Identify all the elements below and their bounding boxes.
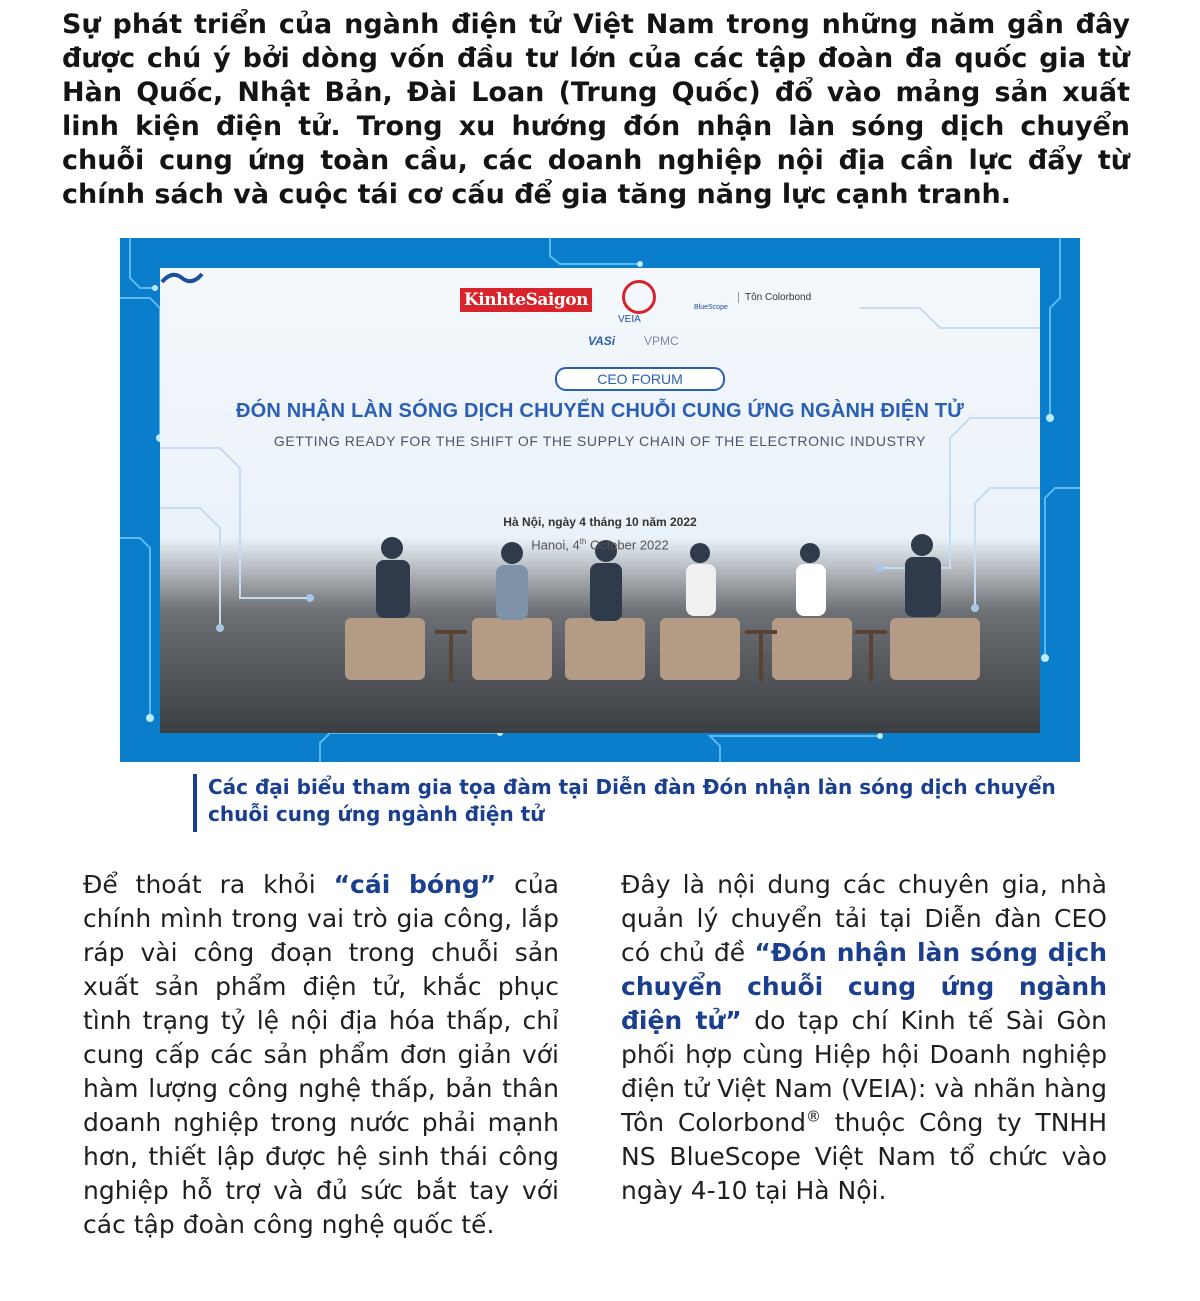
forum-title-vi: ĐÓN NHẬN LÀN SÓNG DỊCH CHUYỂN CHUỖI CUNG ỨNG NGÀNH ĐIỆN TỬ <box>235 400 965 422</box>
right-highlight: “Đón nhận làn sóng dịch chuyển chuỗi cung ứng ngành điện tử” <box>621 938 1107 1035</box>
right-column-paragraph <box>621 868 1107 1208</box>
caption-accent-bar <box>193 774 197 832</box>
left-text-before: Để thoát ra khỏi <box>83 870 334 899</box>
ceo-forum-badge: CEO FORUM <box>555 367 725 391</box>
vpmc-logo: VPMC <box>644 334 679 348</box>
forum-date-en-suffix: October 2022 <box>586 537 669 553</box>
registered-mark: ® <box>806 1107 821 1126</box>
forum-date-en-prefix: Hanoi, 4 <box>531 537 580 553</box>
forum-date-vi: Hà Nội, ngày 4 tháng 10 năm 2022 <box>503 515 697 529</box>
left-highlight: “cái bóng” <box>333 870 497 899</box>
right-text-after: thuộc Công ty TNHH NS BlueScope Việt Nam tổ chức vào ngày 4-10 tại Hà Nội. <box>621 1108 1107 1205</box>
left-column-paragraph <box>83 868 559 1242</box>
ton-colorbond-logo: Tôn Colorbond <box>738 292 811 303</box>
forum-date-en <box>400 537 800 552</box>
lead-paragraph: Sự phát triển của ngành điện tử Việt Nam trong những năm gần đây được chú ý bởi dòng vốn đầu tư lớn của các tập đoàn đa quốc gia từ Hàn Quốc, Nhật Bản, Đài Loan (Trung Quốc) đổ vào mảng sản xuất linh kiện điện tử. Trong xu hướng đón nhận làn sóng dịch chuyển chuỗi cung ứng toàn cầu, các doanh nghiệp nội địa cần lực đẩy từ chính sách và cuộc tái cơ cấu để gia tăng năng lực cạnh tranh. <box>62 9 1130 210</box>
left-text-after: của chính mình trong vai trò gia công, lắp ráp vài công đoạn trong chuỗi sản xuất sản phẩm điện tử, khắc phục tình trạng tỷ lệ nội địa hóa thấp, chỉ cung cấp các sản phẩm đơn giản với hàm lượng công nghệ thấp, bản thân doanh nghiệp trong nước phải mạnh hơn, thiết lập được hệ sinh thái công nghiệp hỗ trợ và đủ sức bắt tay với các tập đoàn công nghệ quốc tế. <box>83 870 560 1239</box>
vasi-logo: VASi <box>588 334 616 348</box>
bluescope-logo-text: BlueScope <box>694 304 728 311</box>
right-text-middle: do tạp chí Kinh tế Sài Gòn phối hợp cùng Hiệp hội Doanh nghiệp điện tử Việt Nam (VEIA): và nhãn hàng Tôn Colorbond <box>621 1006 1107 1137</box>
kinhtesaigon-logo: KinhteSaigon <box>460 288 592 312</box>
forum-stage <box>160 268 1040 733</box>
veia-logo-icon <box>622 280 656 314</box>
forum-date-en-sup: th <box>579 537 587 546</box>
photo-caption: Các đại biểu tham gia tọa đàm tại Diễn đàn Đón nhận làn sóng dịch chuyển chuỗi cung ứng ngành điện tử <box>208 775 1056 826</box>
event-photo <box>120 238 1080 762</box>
forum-title-en: GETTING READY FOR THE SHIFT OF THE SUPPLY CHAIN OF THE ELECTRONIC INDUSTRY <box>273 433 927 449</box>
right-text-before: Đây là nội dung các chuyên gia, nhà quản lý chuyển tải tại Diễn đàn CEO có chủ đề <box>621 870 1107 967</box>
veia-logo-text: VEIA <box>618 314 641 325</box>
bluescope-logo-icon <box>160 268 204 288</box>
